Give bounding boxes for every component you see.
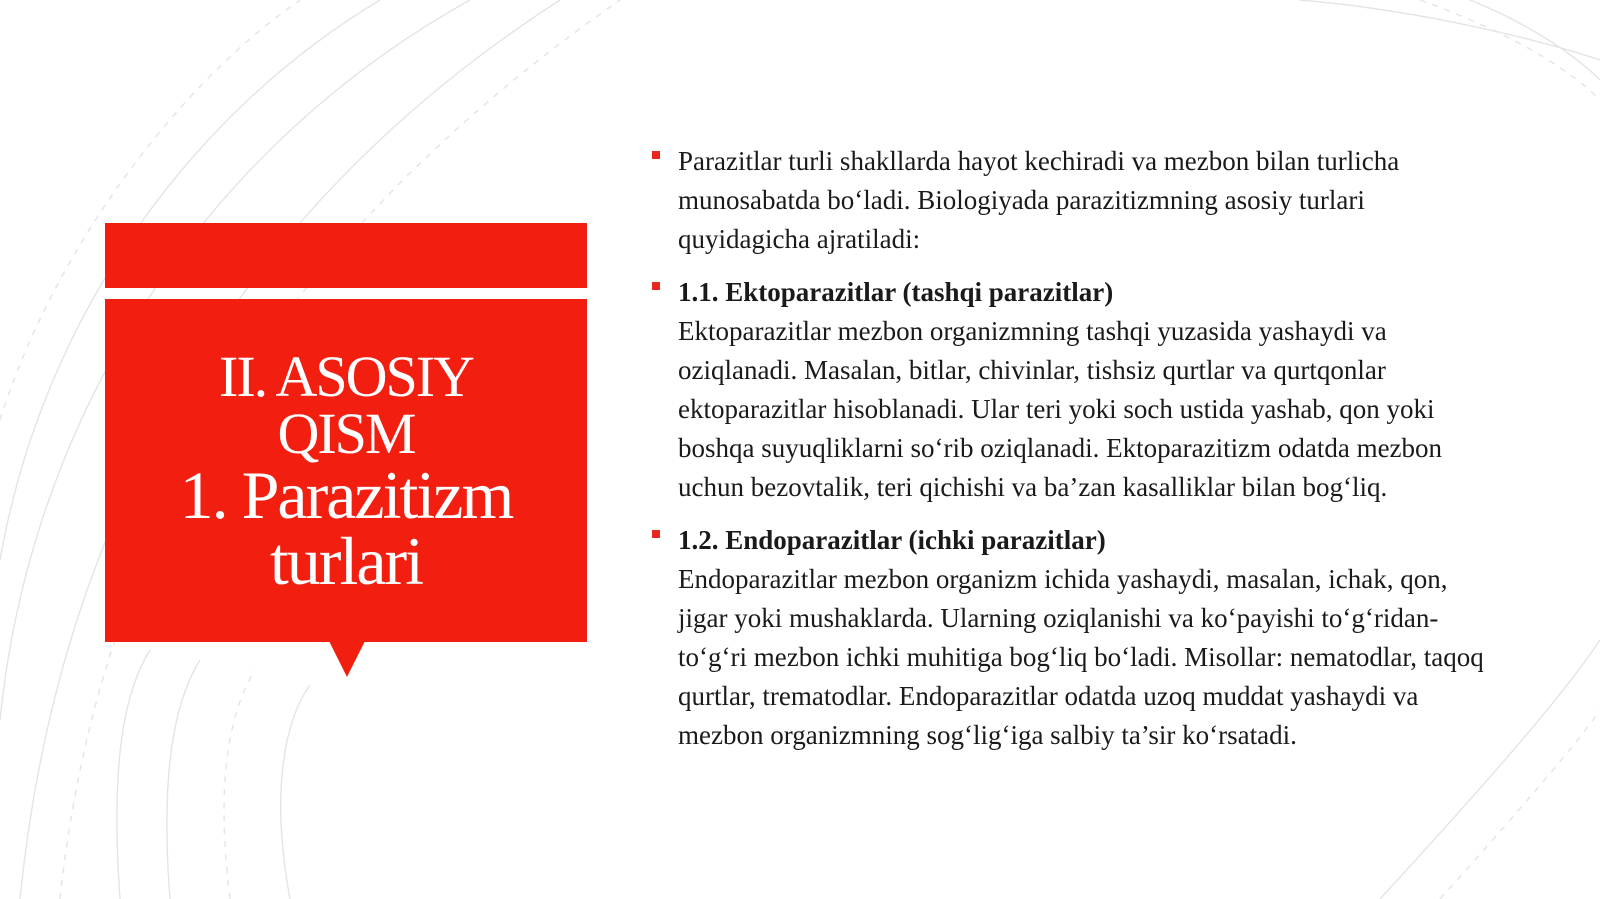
slide-title (160, 343, 533, 599)
content-list (648, 142, 1488, 769)
title-line-1: II. ASOSIY (219, 343, 473, 409)
title-accent-bar (105, 223, 587, 288)
title-card-pointer (329, 641, 365, 677)
bullet-body: Parazitlar turli shakllarda hayot kechiradi va mezbon bilan turlicha munosabatda bo‘ladi. Biologiyada parazitizmning asosiy turlari quyidagicha ajratiladi: (678, 146, 1400, 254)
bullet-ectoparasites (648, 273, 1488, 507)
bullet-square-icon (652, 151, 660, 159)
bullet-body: Endoparazitlar mezbon organizm ichida yashaydi, masalan, ichak, qon, jigar yoki mushaklarda. Ularning oziqlanishi va ko‘payishi to‘g‘ridan-to‘g‘ri mezbon ichki muhitiga bog‘liq bo‘ladi. Misollar: nematodlar, taqoq qurtlar, trematodlar. Endoparazitlar odatda uzoq muddat yashaydi va mezbon organizmning sog‘lig‘iga salbiy ta’sir ko‘rsatadi. (678, 564, 1484, 750)
bullet-heading: 1.2. Endoparazitlar (ichki parazitlar) (678, 525, 1106, 555)
title-line-2: QISM (277, 400, 415, 466)
bullet-square-icon (652, 282, 660, 290)
title-line-4: turlari (269, 522, 423, 599)
bullet-intro (648, 142, 1488, 259)
bullet-endoparasites (648, 521, 1488, 755)
bullet-heading: 1.1. Ektoparazitlar (tashqi parazitlar) (678, 277, 1114, 307)
bullet-body: Ektoparazitlar mezbon organizmning tashqi yuzasida yashaydi va oziqlanadi. Masalan, bitlar, chivinlar, tishsiz qurtlar va qurtqonlar ektoparazitlar hisoblanadi. Ular teri yoki soch ustida yashab, qon yoki boshqa suyuqliklarni so‘rib oziqlanadi. Ektoparazitizm odatda mezbon uchun bezovtalik, teri qichishi va ba’zan kasalliklar bilan bog‘liq. (678, 316, 1443, 502)
bullet-square-icon (652, 530, 660, 538)
title-card (105, 299, 587, 642)
title-line-3: 1. Parazitizm (179, 456, 513, 533)
